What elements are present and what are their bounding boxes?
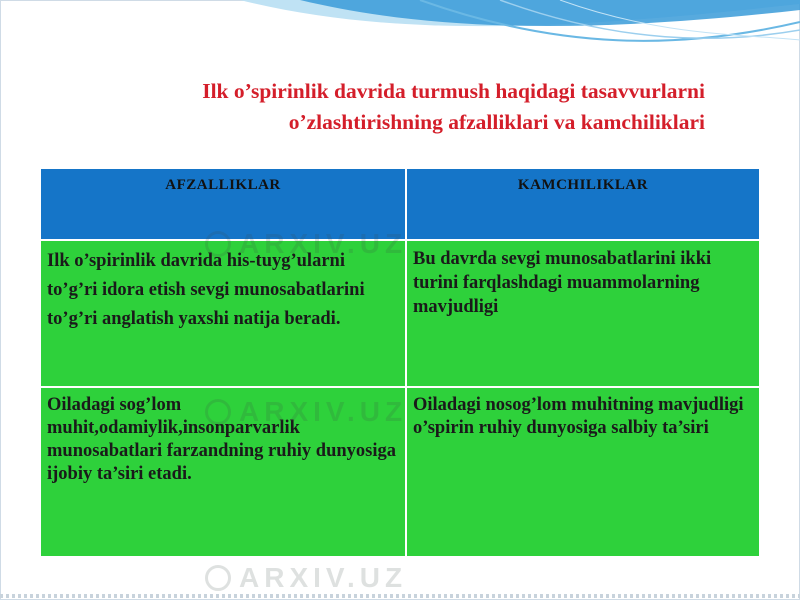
cell-disadvantage-1: Bu davrda sevgi munosabatlarini ikki turini farqlashdagi muammolarning mavjudligi (406, 240, 760, 387)
cell-disadvantage-2: Oiladagi nosog’lom muhitning mavjudligi o’spirin ruhiy dunyosiga salbiy ta’siri (406, 387, 760, 557)
table-row (40, 387, 760, 557)
title-line-2: o’zlashtirishning afzalliklari va kamchiliklari (288, 110, 705, 134)
watermark-text: ARXIV.UZ (239, 562, 408, 593)
header-advantages: AFZALLIKLAR (40, 168, 406, 240)
cell-advantage-1: Ilk o’spirinlik davrida his-tuyg’ularni to’g’ri idora etish sevgi munosabatlarini to’g’ri anglatish yaxshi natija beradi. (40, 240, 406, 387)
comparison-table (39, 167, 761, 558)
table-header-row (40, 168, 760, 240)
bottom-border-decoration (0, 594, 800, 598)
slide-title (65, 76, 705, 138)
title-line-1: Ilk o’spirinlik davrida turmush haqidagi tasavvurlarni (202, 79, 705, 103)
table-row (40, 240, 760, 387)
header-disadvantages: KAMCHILIKLAR (406, 168, 760, 240)
cell-advantage-2: Oiladagi sog’lom muhit,odamiylik,insonparvarlik munosabatlari farzandning ruhiy dunyosiga ijobiy ta’siri etadi. (40, 387, 406, 557)
